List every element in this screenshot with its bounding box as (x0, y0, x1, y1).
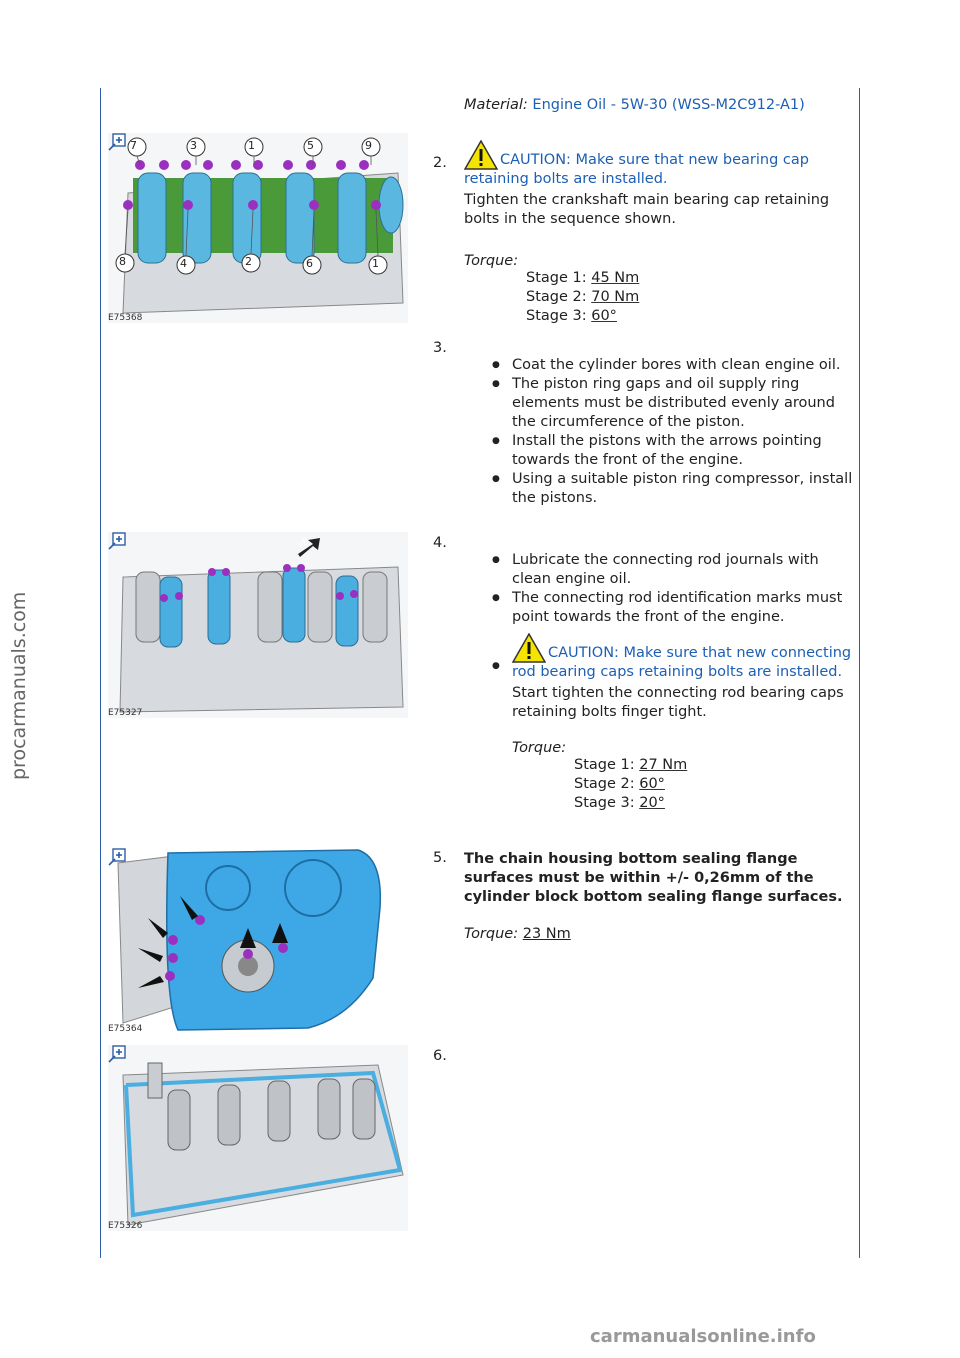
callout-7: 7 (130, 139, 137, 152)
instruction-text: Tighten the crankshaft main bearing cap retaining bolts in the sequence shown. (464, 192, 830, 227)
footer-watermark: carmanualsonline.info (590, 1326, 816, 1347)
callout-4: 4 (180, 257, 187, 270)
figure-id: E75368 (108, 313, 143, 323)
stage-label: Stage 3: (574, 795, 635, 811)
material-label: Material: (464, 97, 528, 113)
material-value: Engine Oil - 5W-30 (WSS-M2C912-A1) (532, 97, 805, 113)
torque-label: Torque: (464, 926, 519, 942)
instruction-text: The chain housing bottom sealing flange surfaces must be within +/- 0,26mm of the cylinder block bottom sealing flange surfaces. (464, 851, 843, 905)
stage-value[interactable]: 45 Nm (591, 270, 640, 286)
stage-label: Stage 2: (526, 289, 587, 305)
callout-1-bottom: 1 (372, 257, 379, 270)
right-border (859, 88, 860, 1258)
torque-label: Torque: (512, 740, 567, 756)
instruction-text: Start tighten the connecting rod bearing caps retaining bolts finger tight. (512, 685, 844, 720)
step-number: 5. (433, 850, 447, 866)
warning-icon (512, 633, 546, 663)
figure-id: E75364 (108, 1024, 143, 1034)
list-item: ● Lubricate the connecting rod journals with clean engine oil. (490, 551, 855, 589)
list-item: ● The piston ring gaps and oil supply ring elements must be distributed evenly around the circumference of the piston. (490, 375, 855, 432)
stage-value[interactable]: 27 Nm (639, 757, 688, 773)
callout-2: 2 (245, 255, 252, 268)
stage-value[interactable]: 70 Nm (591, 289, 640, 305)
step-3-content (490, 356, 855, 508)
figure-chain-housing[interactable] (108, 848, 408, 1034)
side-watermark: procarmanuals.com (8, 591, 30, 780)
cylinder-block-drawing (108, 1045, 408, 1231)
caution-label: CAUTION: Make sure that new bearing cap retaining bolts are installed. (464, 152, 809, 187)
callout-5: 5 (307, 139, 314, 152)
chain-housing-drawing (108, 848, 408, 1034)
stage-label: Stage 3: (526, 308, 587, 324)
torque-stage-3 (574, 794, 852, 813)
figure-id: E75327 (108, 708, 143, 718)
torque-stage-2 (574, 775, 852, 794)
torque-label: Torque: (464, 253, 519, 269)
warning-icon (464, 140, 498, 170)
torque-stage-2 (526, 288, 849, 307)
torque-stage-3 (526, 307, 849, 326)
callout-1-top: 1 (248, 139, 255, 152)
stage-label: Stage 1: (574, 757, 635, 773)
callout-6: 6 (306, 257, 313, 270)
step-4-caution-block (512, 633, 852, 813)
step-number: 2. (433, 155, 447, 171)
torque-stage-1 (526, 269, 849, 288)
list-item: ● Coat the cylinder bores with clean engine oil. (490, 356, 855, 375)
figure-connecting-rods[interactable] (108, 532, 408, 718)
caution-text (464, 140, 849, 189)
material-line (464, 97, 805, 113)
list-item: ● The connecting rod identification marks must point towards the front of the engine. (490, 589, 855, 627)
torque-value[interactable]: 23 Nm (522, 926, 571, 942)
engine-block-drawing (108, 532, 408, 718)
figure-crankshaft-bearing-caps[interactable] (108, 133, 408, 323)
step-2-content (464, 140, 849, 326)
figure-cylinder-block-sealant[interactable] (108, 1045, 408, 1231)
step-number: 6. (433, 1048, 447, 1064)
torque-stage-1 (574, 756, 852, 775)
step-number: 3. (433, 340, 447, 356)
left-border (100, 88, 101, 1258)
quantity-mark: x8 (296, 536, 311, 552)
stage-label: Stage 1: (526, 270, 587, 286)
callout-8: 8 (119, 255, 126, 268)
step-number: 4. (433, 535, 447, 551)
caution-text (512, 633, 852, 682)
list-item: ● Install the pistons with the arrows pointing towards the front of the engine. (490, 432, 855, 470)
stage-label: Stage 2: (574, 776, 635, 792)
bullet-marker: ● (492, 661, 500, 671)
crankcase-drawing (108, 133, 408, 323)
step-5-content (464, 850, 854, 942)
stage-value[interactable]: 60° (639, 776, 665, 792)
stage-value[interactable]: 60° (591, 308, 617, 324)
stage-value[interactable]: 20° (639, 795, 665, 811)
list-item: ● Using a suitable piston ring compressor, install the pistons. (490, 470, 855, 508)
callout-9: 9 (365, 139, 372, 152)
step-4-content (490, 551, 855, 627)
caution-label: CAUTION: Make sure that new connecting rod bearing caps retaining bolts are installed. (512, 645, 852, 680)
figure-id: E75326 (108, 1221, 143, 1231)
callout-3: 3 (190, 139, 197, 152)
